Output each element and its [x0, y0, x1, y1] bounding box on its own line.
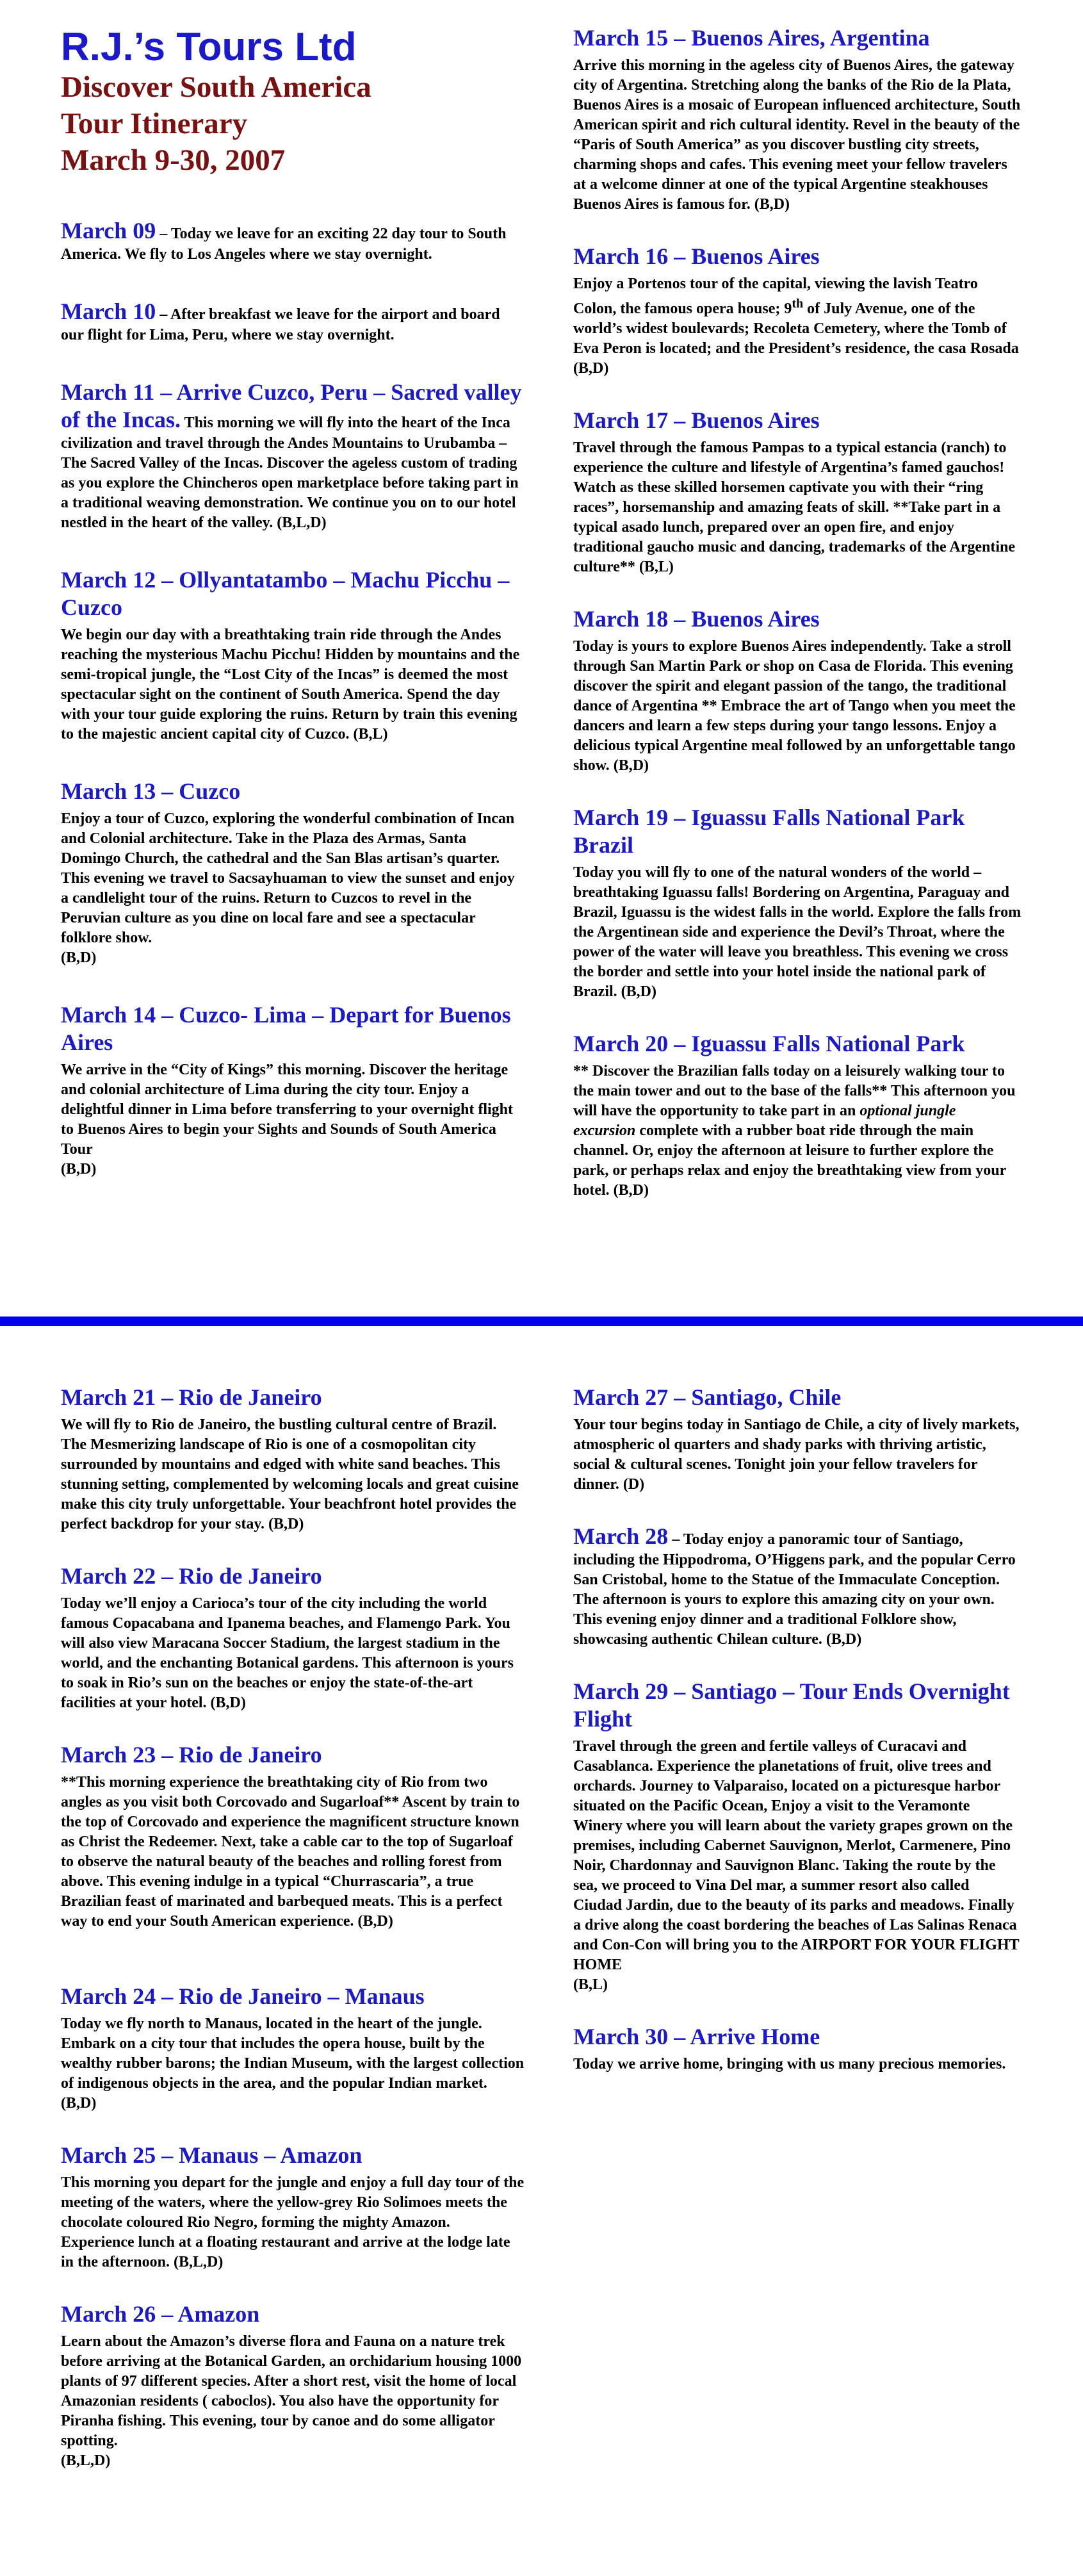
entry-text	[573, 1062, 1022, 1201]
itinerary-entry-march-14	[61, 1001, 525, 1179]
optional-excursion-text: optional jungle excursion	[573, 1103, 956, 1139]
entry-text-part-b: of July Avenue, one of the world’s widest boulevards; Recoleta Cemetery, where the Tomb of Eva Peron is located; and the President’s residence, the casa Rosada (B,D)	[573, 300, 1019, 377]
entry-title: March 13 – Cuzco	[61, 778, 241, 804]
company-name: R.J.’s Tours Ltd	[61, 25, 357, 69]
entry-meals: (B,D)	[61, 1161, 97, 1177]
entry-text: Today we arrive home, bringing with us many precious memories.	[573, 2056, 1006, 2072]
entry-text: Your tour begins today in Santiago de Chile, a city of lively markets, atmospheric ol quarters and shady parks with thriving artistic, social & cultural scenes. Tonight join your fellow travelers for dinner. (D)	[573, 1416, 1020, 1493]
entry-text: **This morning experience the breathtaking city of Rio from two angles as you visit both Corcovado and Sugarloaf** Ascent by train to the top of Corcovado and experience the magnificent structure known as Christ the Redeemer. Next, take a cable car to the top of Sugarloaf to observe the natural beauty of the beaches and rolling forest from above. This evening indulge in a typical “Churrascaria”, a true Brazilian feast of marinated and barbequed meats. This is a perfect way to end your South American experience. (B,D)	[61, 1774, 520, 1930]
entry-text: This morning you depart for the jungle and enjoy a full day tour of the meeting of the waters, where the yellow-grey Rio Solimoes meets the chocolate coloured Rio Negro, forming the mighty Amazon. Experience lunch at a floating restaurant and arrive at the lodge late in the afternoon. (B,L,D)	[61, 2174, 525, 2270]
entry-text: Today we fly north to Manaus, located in the heart of the jungle. Embark on a city tour that includes the opera house, built by the wealthy rubber barons; the Indian Museum, with the largest collection of indigenous objects in the area, and the popular Indian market. (B,D)	[61, 2015, 525, 2112]
entry-title: March 12 – Ollyantatambo – Machu Picchu – Cuzco	[61, 567, 510, 620]
entry-title: March 09	[61, 218, 156, 243]
page-divider	[0, 1317, 1083, 1326]
entry-meals: (B,L)	[573, 1976, 608, 1993]
entry-text: Enjoy a tour of Cuzco, exploring the wonderful combination of Incan and Colonial architecture. Take in the Plaza des Armas, Santa Domingo Church, the cathedral and the San Blas artisan’s quarter. This evening we travel to Sacsayhuaman to view the sunset and enjoy a candlelight tour of the ruins. Return to Cuzcos to revel in the Peruvian culture as you dine on local fare and see a spectacular folklore show.	[61, 810, 515, 946]
entry-title: March 28	[573, 1523, 669, 1549]
itinerary-entry-march-30	[573, 2023, 1022, 2074]
entry-text: This morning we will fly into the heart of the Inca civilization and travel through the Andes Mountains to Urubamba – The Sacred Valley of the Incas. Discover the ageless custom of trading as you explore the Chincheros open marketplace before taking part in a traditional weaving demonstration. We continue you on to our hotel nestled in the heart of the valley. (B,L,D)	[61, 414, 519, 531]
itinerary-entry-march-13	[61, 778, 525, 968]
itinerary-entry-march-22	[61, 1563, 525, 1713]
itinerary-entry-march-10	[61, 298, 525, 345]
entry-text: Travel through the green and fertile valleys of Curacavi and Casablanca. Experience the planetations of fruit, olive trees and orchards. Journey to Valparaiso, located on a picturesque harbor situated on the Pacific Ocean, Enjoy a visit to the Veramonte Winery where you will learn about the variety grapes grown on the premises, including Cabernet Sauvignon, Merlot, Carmenere, Pino Noir, Chardonnay and Sauvignon Blanc. Taking the route by the sea, we proceed to Vina Del mar, a summer resort also called Ciudad Jardin, due to the beauty of its parks and meadows. Finally a drive along the coast bordering the beaches of Las Salinas Renaca and Con-Con will bring you to the AIRPORT FOR YOUR FLIGHT HOME	[573, 1738, 1020, 1973]
entry-text: We arrive in the “City of Kings” this morning. Discover the heritage and colonial architecture of Lima during the city tour. Enjoy a delightful dinner in Lima before transferring to your overnight flight to Buenos Aires to begin your Sights and Sounds of South America Tour	[61, 1062, 513, 1158]
entry-text: We begin our day with a breathtaking train ride through the Andes reaching the mysterious Machu Picchu! Hidden by mountains and the semi-tropical jungle, the “Lost City of the Incas” is deemed the most spectacular sight on the continent of South America. Spend the day with your tour guide exploring the ruins. Return by train this evening to the majestic ancient capital city of Cuzco. (B,L)	[61, 627, 520, 742]
ordinal-suffix: th	[792, 297, 804, 311]
entry-title: March 30 – Arrive Home	[573, 2024, 820, 2049]
itinerary-entry-march-27	[573, 1384, 1022, 1495]
itinerary-page-2	[0, 1339, 1083, 2576]
entry-text: Travel through the famous Pampas to a typical estancia (ranch) to experience the culture and lifestyle of Argentina’s famed gauchos! Watch as these skilled horsemen captivate you with their “ring races”, horsemanship and amazing feats of skill. **Take part in a typical asado lunch, prepared over an open fire, and enjoy traditional gaucho music and dancing, trademarks of the Argentine culture** (B,L)	[573, 439, 1016, 575]
entry-text: – After breakfast we leave for the airport and board our flight for Lima, Peru, where we stay overnight.	[61, 306, 500, 343]
itinerary-entry-march-12	[61, 566, 525, 744]
itinerary-entry-march-21	[61, 1384, 525, 1534]
itinerary-entry-march-29	[573, 1678, 1022, 1995]
page1-left-column	[61, 26, 525, 1213]
itinerary-entry-march-24	[61, 1983, 525, 2113]
entry-text-part-a: Enjoy a Portenos tour of the capital, viewing the lavish Teatro Colon, the famous opera house; 9	[573, 275, 978, 317]
entry-title: March 10	[61, 299, 156, 324]
itinerary-entry-march-18	[573, 605, 1022, 776]
entry-text: – Today enjoy a panoramic tour of Santiago, including the Hippodroma, O’Higgens park, and the popular Cerro San Cristobal, home to the Statue of the Immaculate Conception. The afternoon is yours to explore this amazing city on your own. This evening enjoy dinner and a traditional Folklore show, showcasing authentic Chilean culture. (B,D)	[573, 1531, 1016, 1648]
entry-title: March 20 – Iguassu Falls National Park	[573, 1031, 965, 1056]
entry-text: We will fly to Rio de Janeiro, the bustling cultural centre of Brazil. The Mesmerizing landscape of Rio is one of a cosmopolitan city surrounded by mountains and edged with white sand beaches. This stunning setting, complemented by welcoming locals and great cuisine make this city truly unforgettable. Your beachfront hotel provides the perfect backdrop for your stay. (B,D)	[61, 1416, 519, 1532]
header-line-1: Discover South America	[61, 70, 371, 104]
itinerary-entry-march-09	[61, 217, 525, 265]
entry-title: March 24 – Rio de Janeiro – Manaus	[61, 1983, 425, 2009]
itinerary-entry-march-23	[61, 1741, 525, 1932]
entry-text: Today you will fly to one of the natural wonders of the world – breathtaking Iguassu falls! Bordering on Argentina, Paraguay and Brazil, Iguassu is the widest falls in the world. Explore the falls from the Argentinean side and experience the Devil’s Throat, where the power of the water will leave you breathless. This evening we cross the border and settle into your hotel inside the national park of Brazil. (B,D)	[573, 864, 1022, 1000]
entry-title: March 23 – Rio de Janeiro	[61, 1742, 322, 1768]
entry-title: March 15 – Buenos Aires, Argentina	[573, 25, 930, 51]
entry-title: March 27 – Santiago, Chile	[573, 1384, 842, 1410]
entry-title: March 14 – Cuzco- Lima – Depart for Buenos Aires	[61, 1002, 511, 1055]
entry-meals: (B,D)	[61, 949, 97, 966]
itinerary-entry-march-25	[61, 2142, 525, 2272]
entry-title: March 16 – Buenos Aires	[573, 243, 820, 269]
itinerary-entry-march-15	[573, 24, 1022, 215]
page1-right-column	[573, 24, 1022, 1229]
entry-title: March 18 – Buenos Aires	[573, 606, 820, 632]
page2-left-column	[61, 1384, 525, 2499]
itinerary-entry-march-19	[573, 804, 1022, 1002]
entry-text: Today we’ll enjoy a Carioca’s tour of the city including the world famous Copacabana and Ipanema beaches, and Flamengo Park. You will also view Maracana Soccer Stadium, the largest stadium in the world, and the enchanting Botanical gardens. This afternoon is yours to soak in Rio’s sun on the beaches or enjoy the state-of-the-art facilities at your hotel. (B,D)	[61, 1595, 514, 1711]
entry-text: – Today we leave for an exciting 22 day tour to South America. We fly to Los Angeles where we stay overnight.	[61, 226, 507, 263]
entry-title: March 17 – Buenos Aires	[573, 407, 820, 433]
itinerary-entry-march-20	[573, 1030, 1022, 1201]
document-header	[61, 26, 525, 179]
entry-title: March 19 – Iguassu Falls National Park Brazil	[573, 805, 965, 858]
itinerary-entry-march-28	[573, 1523, 1022, 1650]
itinerary-entry-march-11	[61, 379, 525, 533]
entry-title: March 26 – Amazon	[61, 2301, 260, 2327]
itinerary-entry-march-26	[61, 2301, 525, 2471]
entry-text	[573, 274, 1022, 379]
entry-title: March 29 – Santiago – Tour Ends Overnight Flight	[573, 1678, 1010, 1732]
entry-text: Arrive this morning in the ageless city of Buenos Aires, the gateway city of Argentina. Stretching along the banks of the Rio de la Plata, Buenos Aires is a mosaic of European influenced architecture, South American spirit and rich cultural identity. Revel in the beauty of the “Paris of South America” as you discover bustling city streets, charming shops and cafes. This evening meet your fellow travelers at a welcome dinner at one of the typical Argentine steakhouses Buenos Aires is famous for. (B,D)	[573, 57, 1021, 213]
page2-right-column	[573, 1384, 1022, 2103]
header-line-2: Tour Itinerary	[61, 107, 248, 140]
entry-title: March 11 – Arrive Cuzco, Peru – Sacred valley of the Incas.	[61, 379, 522, 432]
entry-title: March 22 – Rio de Janeiro	[61, 1563, 322, 1589]
itinerary-entry-march-16	[573, 243, 1022, 379]
entry-title: March 21 – Rio de Janeiro	[61, 1384, 322, 1410]
entry-title: March 25 – Manaus – Amazon	[61, 2142, 362, 2168]
itinerary-entry-march-17	[573, 407, 1022, 577]
entry-text-part-b: complete with a rubber boat ride through the main channel. Or, enjoy the afternoon at leisure to further explore the park, or perhaps relax and enjoy the breathtaking view from your hotel. (B,D)	[573, 1122, 1006, 1199]
header-line-3: March 9-30, 2007	[61, 144, 286, 177]
entry-meals: (B,L,D)	[61, 2452, 111, 2469]
entry-text: Learn about the Amazon’s diverse flora and Fauna on a nature trek before arriving at the Botanical Garden, an orchidarium housing 1000 plants of 97 different species. After a short rest, visit the home of local Amazonian residents ( caboclos). You also have the opportunity for Piranha fishing. This evening, tour by canoe and do some alligator spotting.	[61, 2333, 522, 2449]
entry-text: Today is yours to explore Buenos Aires independently. Take a stroll through San Martin Park or shop on Casa de Florida. This evening discover the spirit and elegant passion of the tango, the traditional dance of Argentina ** Embrace the art of Tango when you meet the dancers and learn a few steps during your tango lessons. Enjoy a delicious typical Argentine meal followed by an unforgettable tango show. (B,D)	[573, 638, 1016, 774]
entry-text-part-a: ** Discover the Brazilian falls today on a leisurely walking tour to the main tower and out to the base of the falls** This afternoon you will have the opportunity to take part in an	[573, 1063, 1016, 1119]
